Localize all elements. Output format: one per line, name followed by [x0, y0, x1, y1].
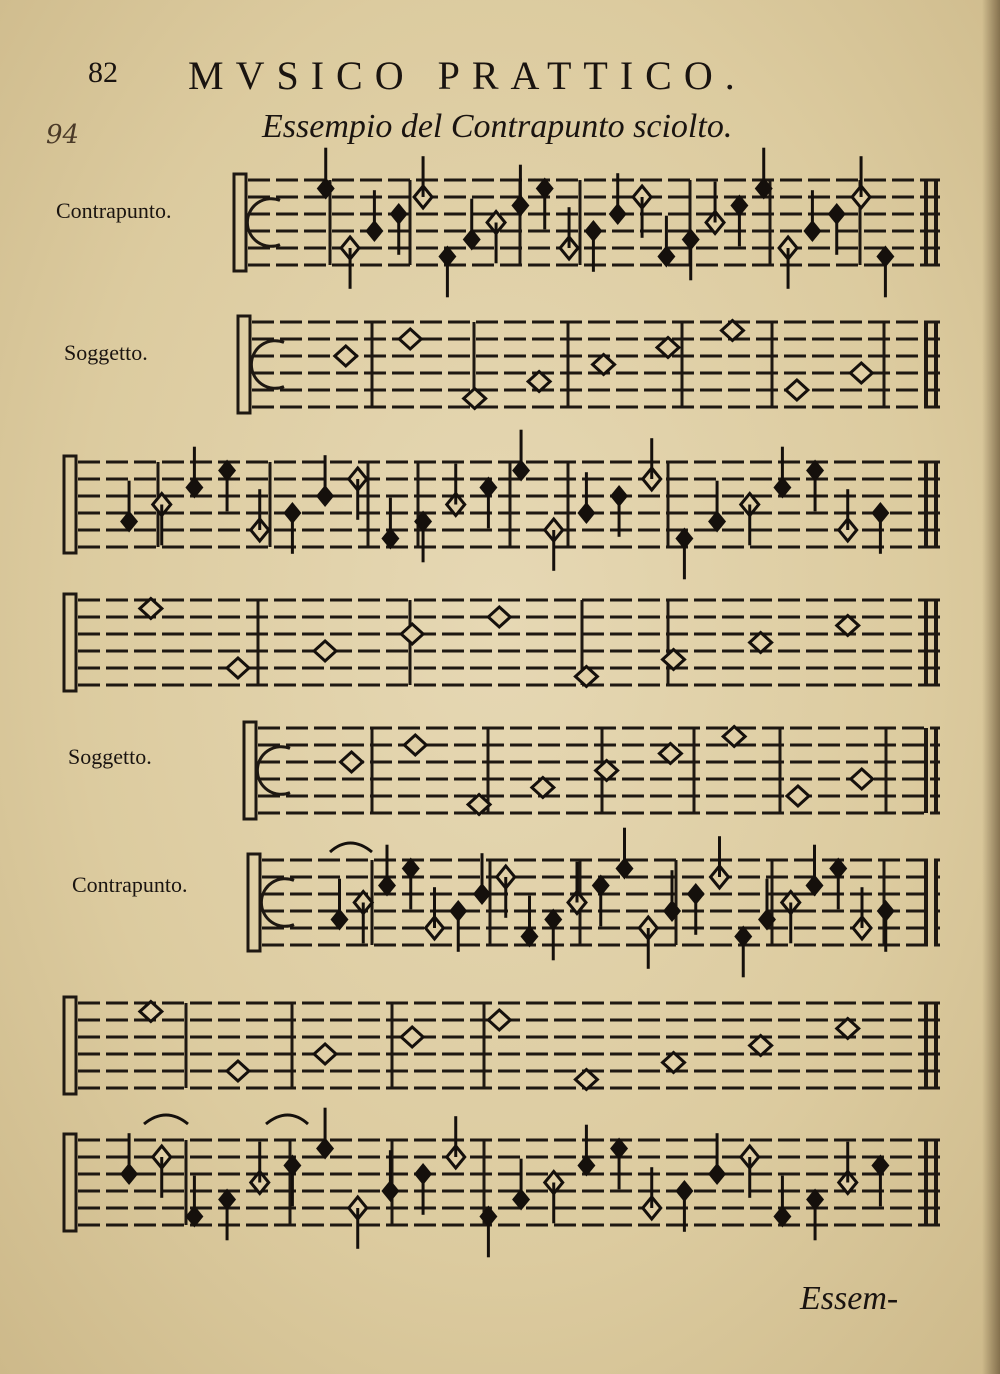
note-head — [851, 769, 873, 789]
tie-mark — [330, 843, 372, 852]
margin-note: 94 — [46, 120, 80, 150]
clef-mark — [244, 722, 256, 819]
example-title: Essempio del Contrapunto sciolto. — [262, 108, 733, 145]
tie-mark — [144, 1115, 188, 1124]
clef-mark — [64, 594, 76, 691]
tie-mark — [266, 1115, 308, 1124]
voice-label-soggetto: Soggetto. — [68, 744, 152, 769]
note-head — [850, 363, 872, 383]
note-head — [314, 641, 336, 661]
note-head — [341, 752, 363, 772]
mensuration-sign — [251, 341, 284, 389]
voice-label-soggetto: Soggetto. — [64, 340, 148, 365]
page-number: 82 — [88, 56, 118, 89]
note-head — [488, 607, 510, 627]
note-head — [227, 658, 249, 678]
clef-mark — [64, 1134, 76, 1231]
note-head — [227, 1061, 249, 1081]
note-head — [401, 624, 423, 644]
mensuration-sign — [257, 747, 290, 795]
note-head — [404, 735, 426, 755]
clef-mark — [64, 456, 76, 553]
note-head — [488, 1010, 510, 1030]
clef-mark — [238, 316, 250, 413]
note-head — [335, 346, 357, 366]
voice-label-contrapunto: Contrapunto. — [56, 198, 172, 223]
note-head — [786, 380, 808, 400]
running-title: MVSICO PRATTICO. — [188, 53, 747, 98]
clef-mark — [234, 174, 246, 271]
mensuration-sign — [261, 879, 294, 927]
catchword: Essem- — [800, 1280, 899, 1317]
mensuration-sign — [247, 199, 280, 247]
voice-label-contrapunto: Contrapunto. — [72, 872, 188, 897]
note-head — [401, 1027, 423, 1047]
note-head — [787, 786, 809, 806]
clef-mark — [248, 854, 260, 951]
note-head — [399, 329, 421, 349]
note-head — [314, 1044, 336, 1064]
clef-mark — [64, 997, 76, 1094]
